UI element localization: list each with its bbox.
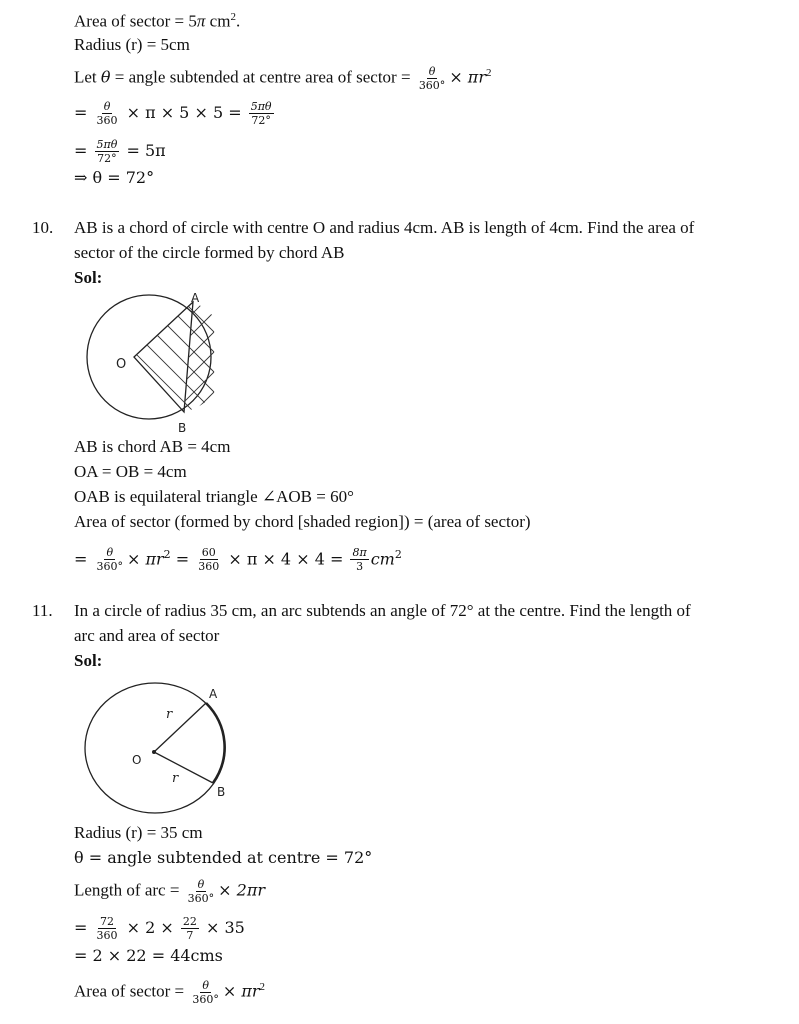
label-r2: r bbox=[172, 771, 179, 786]
q10-line-2: OA = OB = 4cm bbox=[74, 462, 187, 481]
fraction bbox=[95, 546, 126, 573]
text: × πr bbox=[222, 981, 260, 1001]
text: × πr bbox=[449, 67, 486, 87]
text: . bbox=[235, 11, 241, 31]
denominator: 360° bbox=[96, 560, 123, 574]
question-number: 10. bbox=[32, 218, 54, 237]
q10-line-5 bbox=[74, 545, 402, 573]
arc-sector-figure bbox=[80, 678, 240, 818]
pi-symbol: π bbox=[196, 11, 206, 31]
text: cm bbox=[205, 11, 231, 31]
text: Let bbox=[74, 67, 101, 87]
label-r1: r bbox=[166, 707, 173, 722]
fraction bbox=[186, 878, 217, 905]
text: cm bbox=[370, 549, 395, 569]
question-text: AB is a chord of circle with centre O and radius 4cm. AB is length of 4cm. Find the area of bbox=[74, 218, 695, 237]
q10-line-3: OAB is equilateral triangle ∠AOB = 60° bbox=[74, 487, 354, 506]
text: Area of sector = bbox=[74, 981, 185, 1001]
fraction bbox=[95, 138, 120, 165]
fraction bbox=[190, 979, 221, 1006]
question-text: arc and area of sector bbox=[74, 626, 220, 645]
q11-line-6 bbox=[74, 977, 265, 1006]
label-o: O bbox=[132, 753, 142, 767]
numerator: θ bbox=[103, 100, 111, 113]
arc-ab bbox=[206, 703, 225, 783]
fraction bbox=[181, 915, 199, 942]
q10-line-1: AB is chord AB = 4cm bbox=[74, 437, 231, 456]
top-line-5 bbox=[74, 138, 166, 165]
denominator: 72° bbox=[251, 114, 271, 127]
numerator: 72 bbox=[100, 915, 114, 928]
fraction bbox=[95, 100, 120, 127]
numerator: θ bbox=[428, 65, 436, 79]
q11-line-2: θ = angle subtended at centre = 72° bbox=[74, 848, 373, 867]
fraction bbox=[249, 100, 274, 127]
numerator: θ bbox=[202, 979, 209, 993]
text: × 35 bbox=[205, 918, 245, 937]
numerator: 22 bbox=[182, 915, 197, 928]
fraction bbox=[350, 546, 368, 573]
question-number: 11. bbox=[32, 601, 53, 620]
text: × π × 5 × 5 = bbox=[126, 103, 242, 122]
question-text: sector of the circle formed by chord AB bbox=[74, 243, 345, 262]
numerator: θ bbox=[197, 878, 205, 891]
label-a: A bbox=[209, 687, 218, 701]
numerator: θ bbox=[106, 546, 114, 560]
top-line-6: ⇒ θ = 72° bbox=[74, 168, 155, 187]
text: = bbox=[170, 549, 190, 569]
top-line-4 bbox=[74, 100, 276, 127]
text: × π × 4 × 4 = bbox=[228, 549, 344, 569]
theta: θ bbox=[100, 67, 111, 87]
q11-line-1: Radius (r) = 35 cm bbox=[74, 823, 203, 842]
text: × 2 × bbox=[126, 918, 174, 937]
denominator: 3 bbox=[356, 560, 364, 574]
denominator: 360° bbox=[418, 79, 446, 93]
numerator: 5πθ bbox=[96, 138, 118, 151]
sol-label: Sol: bbox=[74, 268, 103, 287]
denominator: 72° bbox=[97, 152, 117, 165]
circle bbox=[85, 683, 225, 813]
text: Area of sector = 5 bbox=[74, 11, 197, 31]
fraction bbox=[196, 546, 221, 573]
q10-line-4: Area of sector (formed by chord [shaded region]) = (area of sector) bbox=[74, 512, 531, 531]
chord-sector-figure bbox=[74, 292, 224, 437]
label-b: B bbox=[217, 785, 226, 799]
denominator: 360 bbox=[96, 114, 118, 127]
superscript: 2 bbox=[163, 548, 171, 561]
q11-line-4 bbox=[74, 915, 245, 942]
denominator: 360° bbox=[187, 892, 215, 905]
text: = bbox=[74, 549, 88, 569]
text: = bbox=[74, 103, 88, 122]
numerator: 60 bbox=[201, 546, 216, 560]
denominator: 7 bbox=[186, 929, 194, 942]
superscript: 2 bbox=[230, 11, 236, 23]
question-text: In a circle of radius 35 cm, an arc subtends an angle of 72° at the centre. Find the length of bbox=[74, 601, 691, 620]
top-line-1 bbox=[74, 7, 240, 32]
fraction bbox=[417, 65, 448, 92]
superscript: 2 bbox=[259, 981, 266, 993]
numerator: 8π bbox=[352, 546, 367, 560]
radius-ob bbox=[154, 752, 213, 783]
superscript: 2 bbox=[394, 548, 402, 561]
label-o: O bbox=[116, 357, 127, 372]
label-a: A bbox=[191, 292, 200, 305]
top-line-3 bbox=[74, 63, 491, 92]
text: = 5π bbox=[126, 141, 166, 160]
top-line-2: Radius (r) = 5cm bbox=[74, 35, 190, 54]
centre-point bbox=[152, 750, 156, 754]
triangle-oab bbox=[134, 302, 193, 412]
radius-oa bbox=[154, 703, 206, 752]
denominator: 360° bbox=[192, 993, 219, 1007]
denominator: 360 bbox=[198, 560, 220, 574]
numerator: 5πθ bbox=[250, 100, 272, 113]
sol-label: Sol: bbox=[74, 651, 103, 670]
text: = angle subtended at centre area of sector = bbox=[110, 67, 415, 87]
text: = bbox=[74, 141, 88, 160]
text: = bbox=[74, 918, 88, 937]
label-b: B bbox=[178, 421, 187, 435]
text: × πr bbox=[127, 549, 164, 569]
fraction bbox=[95, 915, 120, 942]
q11-line-5: = 2 × 22 = 44cms bbox=[74, 946, 223, 965]
superscript: 2 bbox=[485, 67, 492, 79]
text: Length of arc = bbox=[74, 880, 180, 900]
text: × 2πr bbox=[218, 880, 265, 900]
q11-line-3 bbox=[74, 878, 265, 905]
denominator: 360 bbox=[96, 929, 118, 942]
